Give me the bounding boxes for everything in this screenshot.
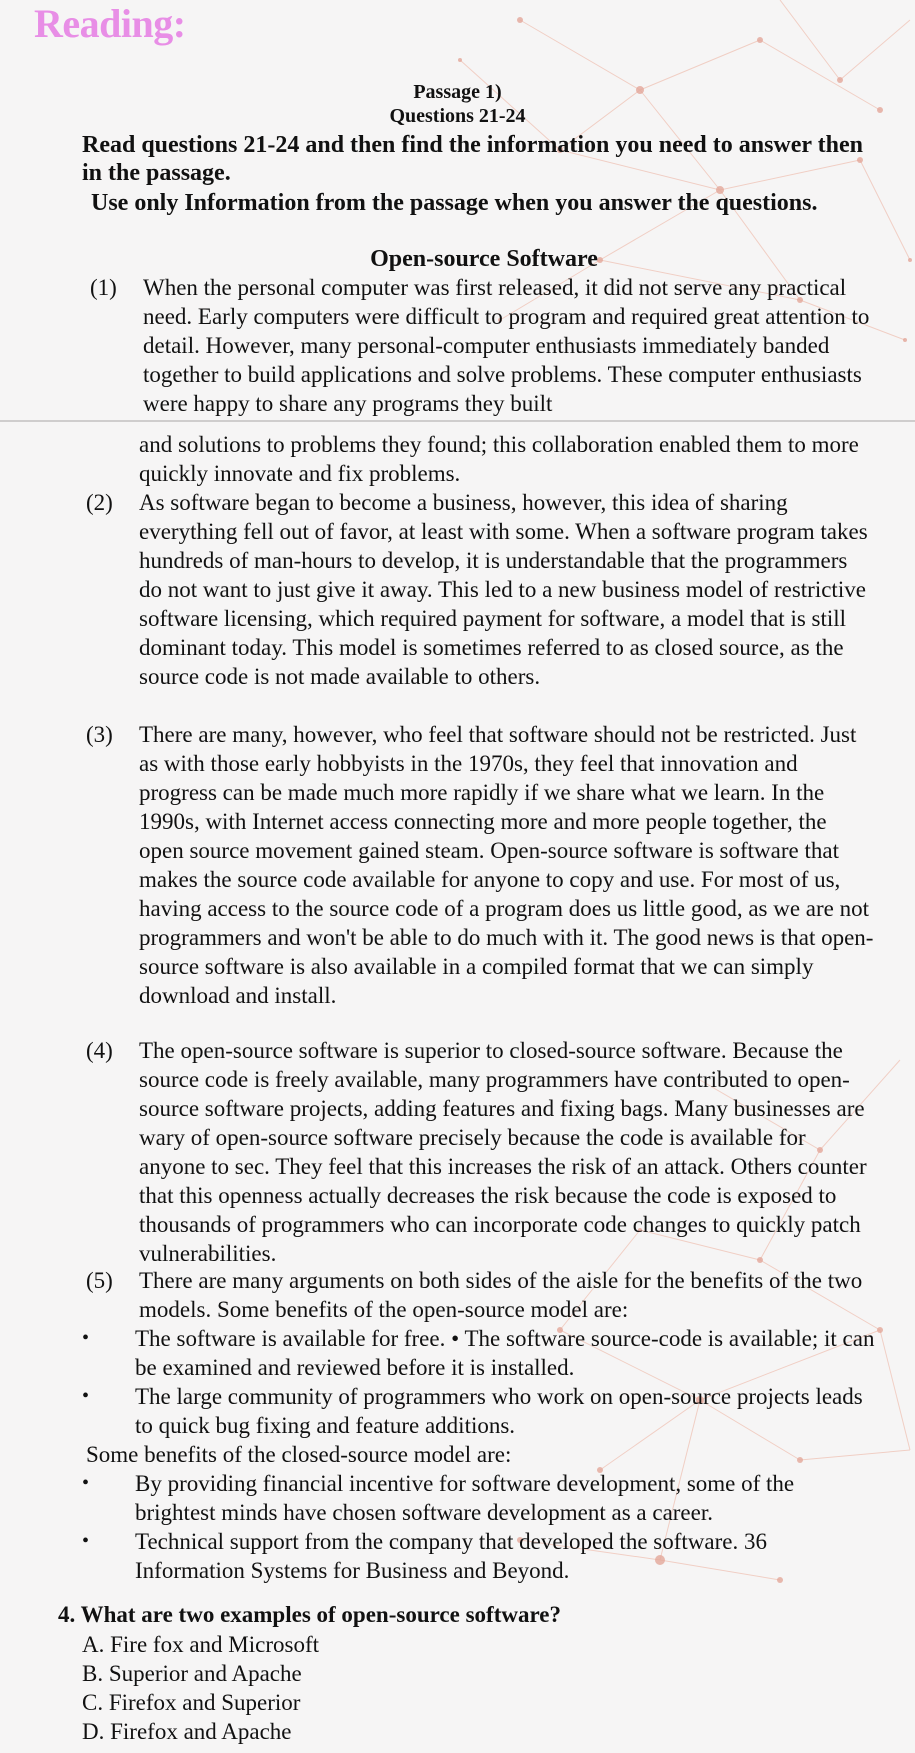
bullet-text: The large community of programmers who work on open-source projects leads to quick bug fixing and feature additions. — [135, 1384, 863, 1438]
bullet-dot: • — [82, 1530, 90, 1552]
bullet-text: The software is available for free. • The software source-code is available; it can be examined and reviewed before it is installed. — [135, 1326, 875, 1380]
paragraph-text: When the personal computer was first released, it did not serve any practical need. Early computers were difficult to program and required great attention to detail. However, many personal-computer enthusiasts immediately banded together to build applications and solve problems. These computer enthusiasts were happy to share any programs they built — [143, 275, 870, 416]
paragraph-text: The open-source software is superior to closed-source software. Because the source code is freely available, many programmers have contributed to open-source software projects, adding features and fixing bags. Many businesses are wary of open-source software precisely because the code is available for anyone to sec. They feel that this increases the risk of an attack. Others counter that this openness actually decreases the risk because the code is exposed to thousands of programmers who can incorporate code changes to quickly patch vulnerabilities. — [139, 1038, 867, 1266]
paragraph-number: (5) — [86, 1268, 113, 1293]
option-text: Firefox and Superior — [108, 1690, 301, 1715]
option-text: Fire fox and Microsoft — [110, 1632, 320, 1657]
option-letter: D. — [82, 1719, 105, 1744]
instructions-line-1: Read questions 21-24 and then find the information you need to answer then in the passage. — [82, 132, 863, 186]
paragraph-text: As software began to become a business, however, this idea of sharing everything fell out of favor, at least with some. When a software program takes hundreds of man-hours to develop, it is understandable that the programmers do not want to just give it away. This led to a new business model of restrictive software licensing, which required payment for software, a model that is still dominant today. This model is sometimes referred to as closed source, as the source code is not made available to others. — [139, 490, 868, 689]
paragraph-text: There are many arguments on both sides of the aisle for the benefits of the two models. Some benefits of the open-source model are: — [139, 1268, 863, 1322]
paragraph-text: There are many, however, who feel that software should not be restricted. Just as with those early hobbyists in the 1970s, they feel that innovation and progress can be made much more rapidly if we share what we learn. In the 1990s, with Internet access connecting more and more people together, the open source movement gained steam. Open-source software is software that makes the source code available for anyone to copy and use. For most of us, having access to the source code of a program does us little good, as we are not programmers and won't be able to do much with it. The good news is that open-source software is also available in a compiled format that we can simply download and install. — [139, 722, 874, 1008]
question-text: What are two examples of open-source software? — [80, 1602, 561, 1627]
paragraph-3 — [86, 720, 876, 1010]
option-c[interactable] — [82, 1688, 782, 1717]
option-text: Firefox and Apache — [110, 1719, 292, 1744]
bullet-text: By providing financial incentive for software development, some of the brightest minds have chosen software development as a career. — [135, 1471, 795, 1525]
paragraph-2 — [86, 488, 876, 691]
page-divider — [0, 420, 915, 422]
open-source-bullet-2 — [78, 1382, 878, 1440]
question-number: 4. — [58, 1602, 76, 1627]
paragraph-number: (3) — [86, 722, 113, 747]
option-d[interactable] — [82, 1717, 782, 1746]
paragraph-number: (4) — [86, 1038, 113, 1063]
bullet-text: Technical support from the company that developed the software. 36 Information Systems for Business and Beyond. — [135, 1529, 767, 1583]
closed-source-heading: Some benefits of the closed-source model are: — [86, 1442, 512, 1467]
questions-label: Questions 21-24 — [389, 105, 526, 127]
bullet-dot: • — [82, 1327, 90, 1349]
bullet-dot: • — [82, 1472, 90, 1494]
open-source-bullet-1 — [78, 1324, 878, 1382]
reading-heading: Reading: — [34, 1, 186, 46]
bullet-dot: • — [82, 1385, 90, 1407]
instructions-line-2: Use only Information from the passage when you answer the questions. — [91, 190, 818, 216]
closed-source-bullet-1 — [78, 1469, 878, 1527]
closed-source-bullet-2 — [78, 1527, 878, 1585]
option-letter: B. — [82, 1661, 104, 1686]
option-text: Superior and Apache — [108, 1661, 302, 1686]
paragraph-text: and solutions to problems they found; this collaboration enabled them to more quickly innovate and fix problems. — [139, 432, 859, 486]
passage-label: Passage 1) — [413, 81, 502, 103]
paragraph-4 — [86, 1036, 876, 1268]
question-4 — [58, 1600, 898, 1629]
paragraph-1-continued — [86, 430, 876, 488]
paragraph-number: (2) — [86, 490, 113, 515]
paragraph-5 — [86, 1266, 876, 1324]
option-letter: A. — [82, 1632, 105, 1657]
passage-title: Open-source Software — [370, 246, 598, 272]
paragraph-1 — [90, 273, 880, 418]
paragraph-number: (1) — [90, 275, 117, 300]
option-b[interactable] — [82, 1659, 782, 1688]
option-a[interactable] — [82, 1630, 782, 1659]
option-letter: C. — [82, 1690, 104, 1715]
